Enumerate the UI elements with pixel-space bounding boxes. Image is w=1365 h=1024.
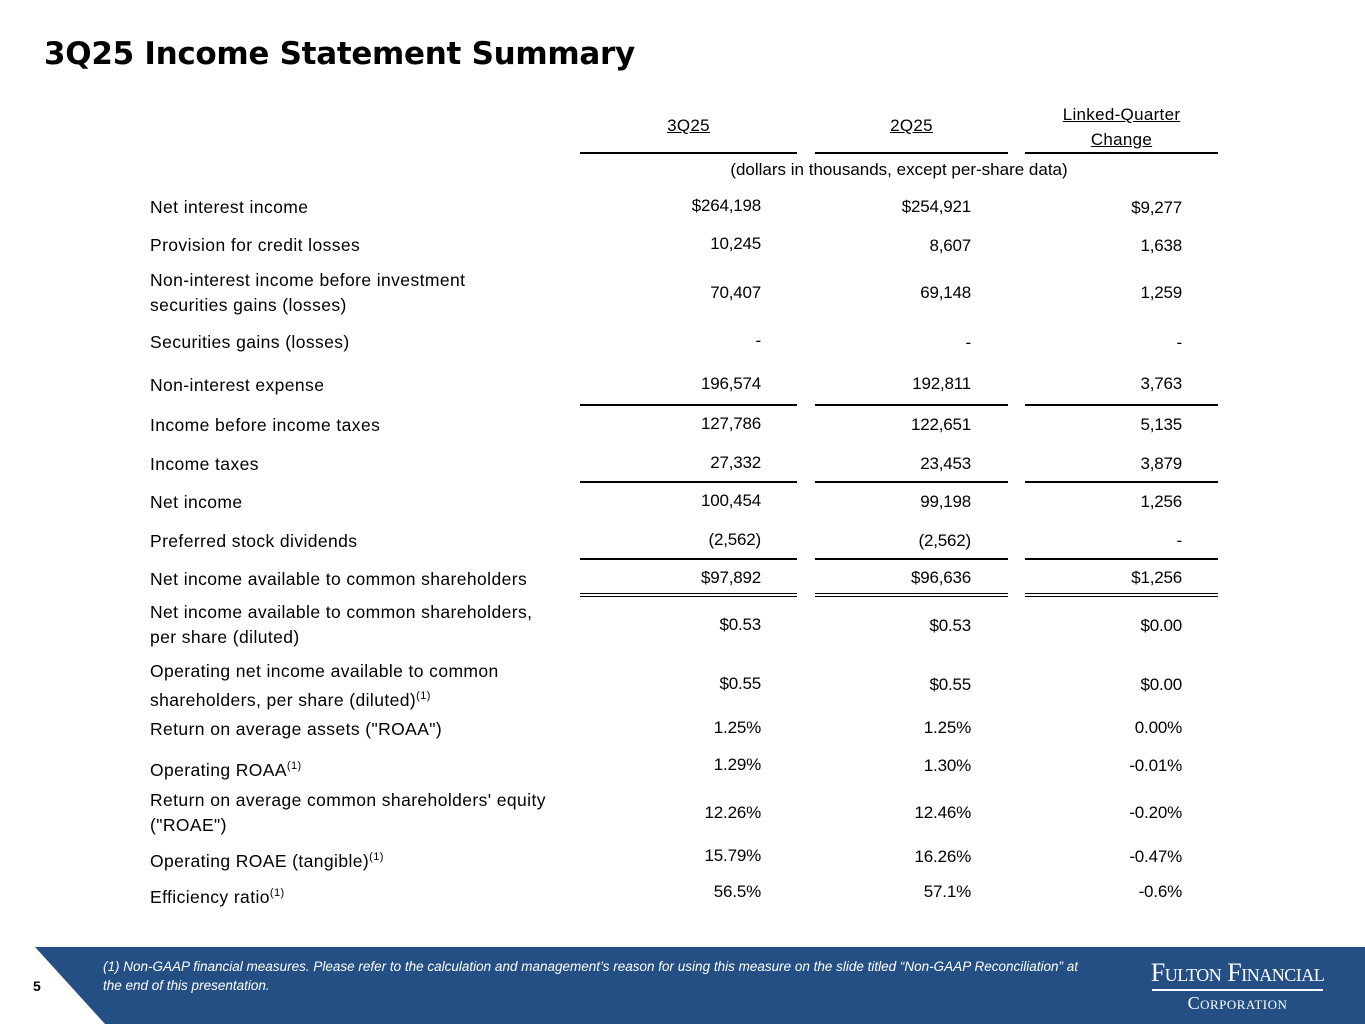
row-label-line2 <box>150 293 465 318</box>
cell-value: $0.53 <box>719 615 761 634</box>
row-label-line1 <box>150 754 302 783</box>
subtotal-rule <box>580 404 797 406</box>
row-label-text: securities gains (losses) <box>150 295 347 315</box>
subtotal-rule <box>580 558 797 560</box>
cell-value: $97,892 <box>700 568 761 587</box>
cell-value: $0.00 <box>1140 616 1182 635</box>
row-label-line1: Provision for credit losses <box>150 235 361 255</box>
cell-value: 70,407 <box>710 283 761 302</box>
units-note: (dollars in thousands, except per-share data) <box>730 160 1068 179</box>
row-label-line1 <box>150 881 285 910</box>
cell-value: 100,454 <box>700 491 761 510</box>
column-header-line2: Change <box>1090 130 1153 149</box>
row-label <box>150 373 324 398</box>
company-logo <box>1150 958 1325 1013</box>
footnote-marker: (1) <box>369 851 384 863</box>
column-header-linked-quarter-change <box>1025 102 1218 152</box>
cell-value: $264,198 <box>691 196 761 215</box>
cell-value: (2,562) <box>708 530 761 549</box>
cell-value: $96,636 <box>910 568 971 587</box>
row-label-line1: Income before income taxes <box>150 415 381 435</box>
cell-value: -0.6% <box>1138 882 1182 901</box>
row-label-line1: Net income available to common shareholders, <box>150 602 533 622</box>
cell-value: 196,574 <box>700 374 761 393</box>
row-label-line1: Net income available to common shareholders <box>150 569 528 589</box>
row-label-line2 <box>150 625 532 650</box>
row-label-line1: Net interest income <box>150 197 309 217</box>
row-label <box>150 490 243 515</box>
row-label-text: ("ROAE") <box>150 815 227 835</box>
footnote-marker: (1) <box>269 887 285 899</box>
double-rule <box>1025 596 1218 597</box>
row-label <box>150 788 546 838</box>
subtotal-rule <box>1025 558 1218 560</box>
cell-value: 27,332 <box>710 453 761 472</box>
cell-value: 23,453 <box>920 454 971 473</box>
double-rule <box>1025 593 1218 594</box>
row-label-line1 <box>150 845 384 874</box>
header-rule-3 <box>1025 152 1218 154</box>
footnote-line1: (1) Non-GAAP financial measures. Please refer to the calculation and management’s reason for using this measure on the slide titled “Non-GAAP Reconciliation” at <box>103 959 1078 974</box>
row-label-text: Operating ROAA <box>150 759 287 780</box>
header-rule-1 <box>580 152 797 154</box>
logo-line2: Corporation <box>1187 993 1288 1013</box>
cell-value: 1,259 <box>1140 283 1182 302</box>
page-title: 3Q25 Income Statement Summary <box>44 36 635 72</box>
column-header-2q25: 2Q25 <box>890 116 933 135</box>
cell-value: -0.47% <box>1129 847 1182 866</box>
row-label-line2 <box>150 813 546 838</box>
cell-value: 15.79% <box>704 846 761 865</box>
logo-rule <box>1152 989 1323 991</box>
row-label <box>150 567 527 592</box>
row-label-line1: Securities gains (losses) <box>150 332 350 352</box>
footnote-marker: (1) <box>286 760 302 772</box>
cell-value: 12.46% <box>914 803 971 822</box>
double-rule <box>580 593 797 594</box>
subtotal-rule <box>815 558 1008 560</box>
row-label-line1: Operating net income available to common <box>150 661 499 681</box>
cell-value: 192,811 <box>912 374 971 393</box>
column-header-line1: Linked-Quarter <box>1062 105 1181 124</box>
cell-value: -0.01% <box>1129 756 1182 775</box>
row-label <box>150 600 532 650</box>
row-label-line1: Net income <box>150 492 243 512</box>
cell-value: 3,879 <box>1140 454 1182 473</box>
cell-value: 1.25% <box>713 718 761 737</box>
footnote <box>103 957 1133 995</box>
row-label-line1: Income taxes <box>150 454 259 474</box>
cell-value: 12.26% <box>704 803 761 822</box>
page-number: 5 <box>33 978 41 994</box>
cell-value: -0.20% <box>1129 803 1182 822</box>
row-label-text: Operating ROAE (tangible) <box>150 850 370 871</box>
cell-value: 99,198 <box>920 492 971 511</box>
row-label-line2 <box>150 684 499 713</box>
row-label-line1: Non-interest income before investment <box>150 270 466 290</box>
row-label <box>150 233 360 258</box>
cell-value: 1.25% <box>923 718 971 737</box>
footnote-line2: the end of this presentation. <box>103 978 270 993</box>
cell-value: $0.00 <box>1140 675 1182 694</box>
cell-value: $9,277 <box>1131 198 1182 217</box>
cell-value: 1,256 <box>1140 492 1182 511</box>
cell-value: 0.00% <box>1134 718 1182 737</box>
footer-left-gap <box>0 947 35 1024</box>
double-rule <box>580 596 797 597</box>
cell-value: $1,256 <box>1131 568 1182 587</box>
row-label <box>150 330 350 355</box>
subtotal-rule <box>815 481 1008 483</box>
row-label-line1: Preferred stock dividends <box>150 531 358 551</box>
double-rule <box>815 596 1008 597</box>
cell-value: 69,148 <box>920 283 971 302</box>
subtotal-rule <box>1025 404 1218 406</box>
cell-value: $0.53 <box>929 616 971 635</box>
cell-value: 127,786 <box>700 414 761 433</box>
cell-value: 16.26% <box>914 847 971 866</box>
subtotal-rule <box>1025 481 1218 483</box>
row-label <box>150 452 259 477</box>
row-label <box>150 529 357 554</box>
cell-value: - <box>755 331 761 350</box>
row-label <box>150 195 308 220</box>
cell-value: $0.55 <box>929 675 971 694</box>
row-label <box>150 659 499 713</box>
row-label <box>150 881 285 910</box>
cell-value: 56.5% <box>713 882 761 901</box>
cell-value: 1.29% <box>713 755 761 774</box>
footnote-marker: (1) <box>416 690 431 702</box>
cell-value: 122,651 <box>910 415 971 434</box>
row-label-text: per share (diluted) <box>150 627 300 647</box>
cell-value: 1.30% <box>923 756 971 775</box>
cell-value: 5,135 <box>1140 415 1182 434</box>
cell-value: 3,763 <box>1140 374 1182 393</box>
double-rule <box>815 593 1008 594</box>
row-label <box>150 268 465 318</box>
row-label-line1: Return on average common shareholders' equity <box>150 790 546 810</box>
cell-value: 10,245 <box>710 234 761 253</box>
row-label-line1: Return on average assets ("ROAA") <box>150 719 443 739</box>
row-label-text: shareholders, per share (diluted) <box>150 689 417 710</box>
row-label-text: Efficiency ratio <box>150 886 270 907</box>
column-header-3q25: 3Q25 <box>667 116 710 135</box>
cell-value: $254,921 <box>901 197 971 216</box>
cell-value: 8,607 <box>929 236 971 255</box>
row-label <box>150 845 384 874</box>
cell-value: (2,562) <box>918 531 971 550</box>
row-label <box>150 413 380 438</box>
cell-value: - <box>1176 333 1182 352</box>
subtotal-rule <box>815 404 1008 406</box>
row-label <box>150 717 442 742</box>
cell-value: $0.55 <box>719 674 761 693</box>
row-label-line1: Non-interest expense <box>150 375 325 395</box>
header-rule-2 <box>815 152 1008 154</box>
row-label <box>150 754 302 783</box>
subtotal-rule <box>580 481 797 483</box>
cell-value: - <box>1176 531 1182 550</box>
cell-value: - <box>965 333 971 352</box>
logo-line1: Fulton Financial <box>1150 958 1325 987</box>
cell-value: 1,638 <box>1140 236 1182 255</box>
cell-value: 57.1% <box>923 882 971 901</box>
